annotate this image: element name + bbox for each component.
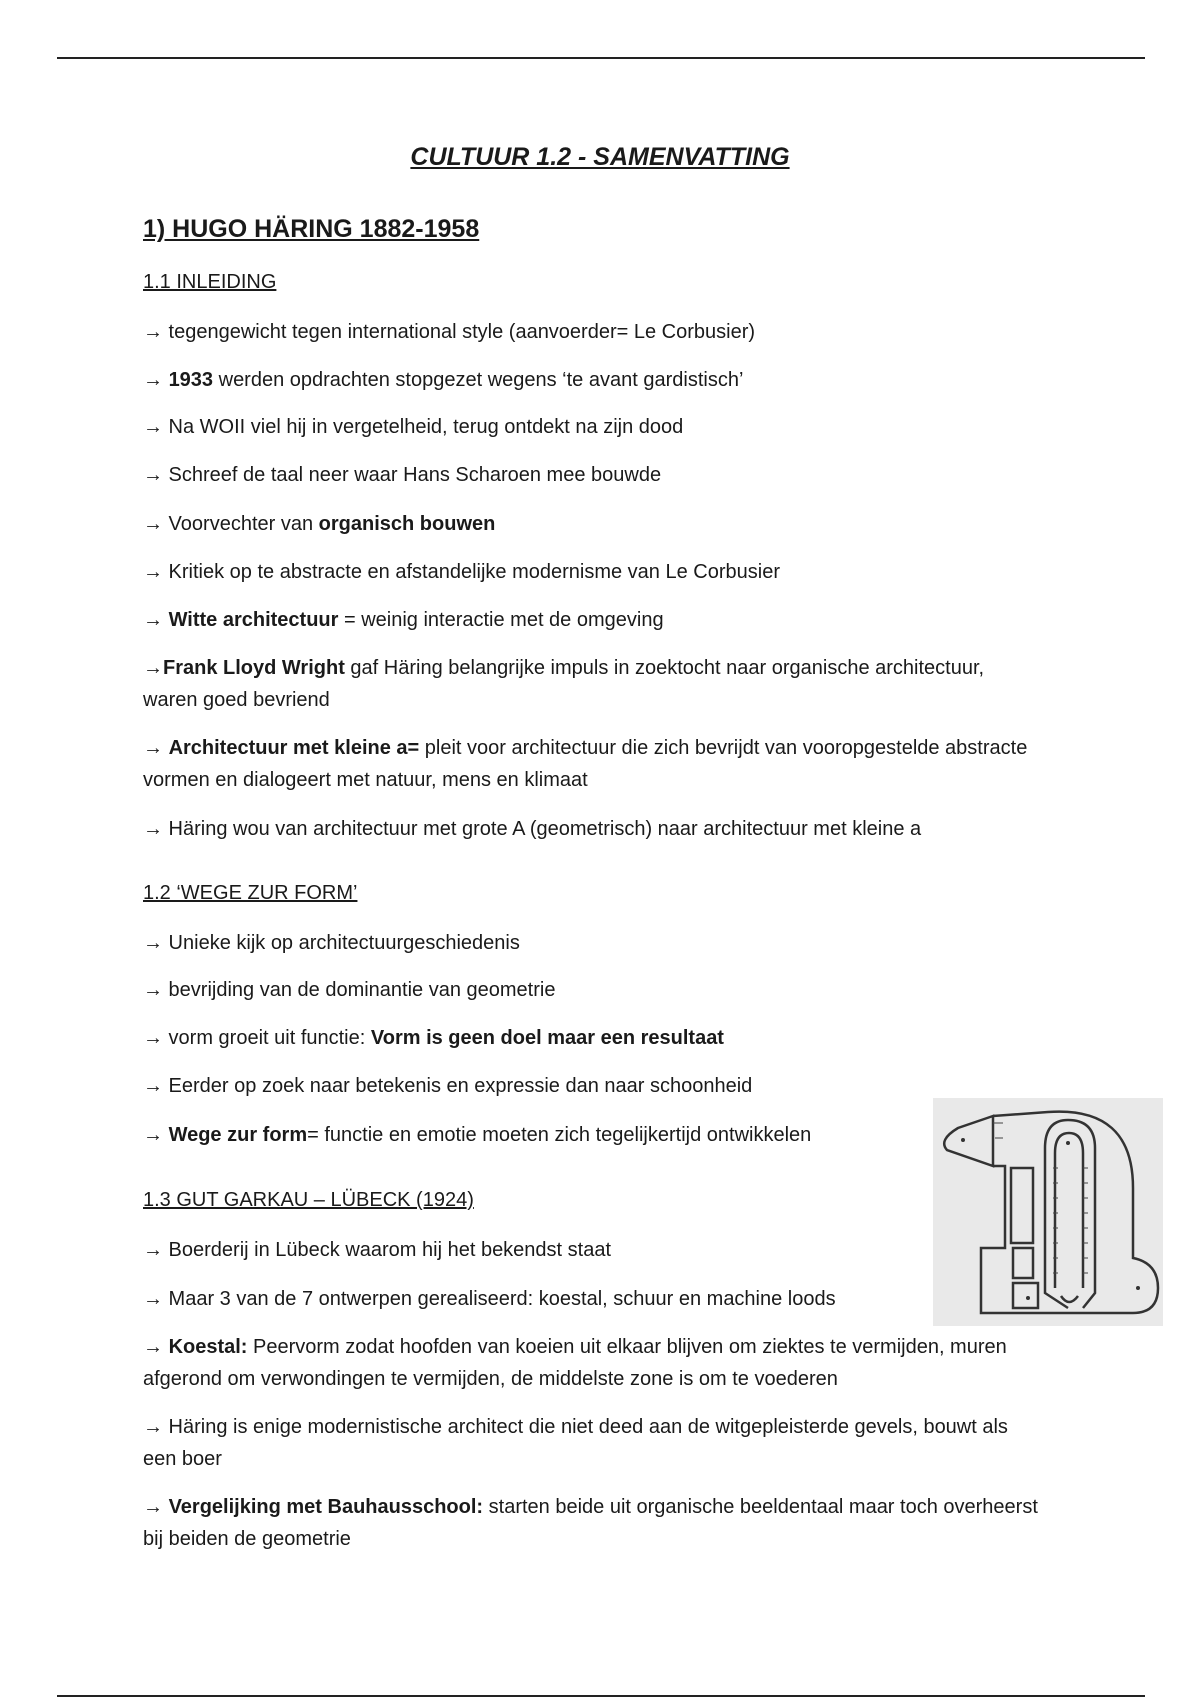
arrow-icon: → [143,416,163,438]
arrow-icon: → [143,737,163,759]
top-rule [57,57,1145,59]
list-item: → Wege zur form= functie en emotie moeten zich tegelijkertijd ontwikkelen [143,1124,812,1146]
arrow-icon: → [143,932,163,954]
list-item: → Voorvechter van organisch bouwen [143,513,496,535]
arrow-icon: → [143,1288,163,1310]
list-item: → Witte architectuur = weinig interactie met de omgeving [143,609,664,631]
list-item: → Koestal: Peervorm zodat hoofden van koeien uit elkaar blijven om ziektes te vermijden, muren afgerond om verwondingen te vermijden, de middelste zone is om te voederen [143,1336,1007,1390]
arrow-icon: → [143,1239,163,1261]
arrow-icon: → [143,818,163,840]
arrow-icon: → [143,657,163,679]
arrow-icon: → [143,561,163,583]
list-item: → Na WOII viel hij in vergetelheid, terug ontdekt na zijn dood [143,416,684,438]
arrow-icon: → [143,1496,163,1518]
subheading-inleiding: 1.1 INLEIDING [143,271,277,293]
arrow-icon: → [143,369,163,391]
arrow-icon: → [143,1416,163,1438]
subheading-gut-garkau: 1.3 GUT GARKAU – LÜBECK (1924) [143,1189,474,1211]
list-item: → 1933 werden opdrachten stopgezet wegens ‘te avant gardistisch’ [143,369,744,391]
bottom-rule [57,1695,1145,1697]
list-item: → Häring wou van architectuur met grote A (geometrisch) naar architectuur met kleine a [143,818,922,840]
arrow-icon: → [143,1027,163,1049]
list-item: → Architectuur met kleine a= pleit voor architectuur die zich bevrijdt van vooropgestelde abstracte vormen en dialogeert met natuur, mens en klimaat [143,737,1028,791]
list-item: → Maar 3 van de 7 ontwerpen gerealiseerd: koestal, schuur en machine loods [143,1288,836,1310]
arrow-icon: → [143,1124,163,1146]
list-item: → Unieke kijk op architectuurgeschiedenis [143,932,520,954]
list-item: → Eerder op zoek naar betekenis en expressie dan naar schoonheid [143,1075,753,1097]
arrow-icon: → [143,979,163,1001]
list-item: →Frank Lloyd Wright gaf Häring belangrijke impuls in zoektocht naar organische architectuur, waren goed bevriend [143,657,985,711]
arrow-icon: → [143,609,163,631]
list-item: → tegengewicht tegen international style (aanvoerder= Le Corbusier) [143,321,756,343]
list-item: → Vergelijking met Bauhausschool: starten beide uit organische beeldentaal maar toch overheerst bij beiden de geometrie [143,1496,1038,1550]
arrow-icon: → [143,321,163,343]
list-item: → Boerderij in Lübeck waarom hij het bekendst staat [143,1239,612,1261]
arrow-icon: → [143,1336,163,1358]
list-item: → Kritiek op te abstracte en afstandelijke modernisme van Le Corbusier [143,561,780,583]
arrow-icon: → [143,1075,163,1097]
section-heading-haring: 1) HUGO HÄRING 1882-1958 [143,215,480,243]
list-item: → Schreef de taal neer waar Hans Scharoen mee bouwde [143,464,662,486]
document-title: CULTUUR 1.2 - SAMENVATTING [410,143,790,171]
list-item: → bevrijding van de dominantie van geometrie [143,979,556,1001]
list-item: → vorm groeit uit functie: Vorm is geen doel maar een resultaat [143,1027,724,1049]
subheading-wege-zur-form: 1.2 ‘WEGE ZUR FORM’ [143,882,358,904]
arrow-icon: → [143,513,163,535]
gut-garkau-floor-plan-image [933,1098,1163,1326]
floor-plan-drawing [933,1098,1163,1326]
list-item: → Häring is enige modernistische architect die niet deed aan de witgepleisterde gevels, bouwt als een boer [143,1416,1008,1470]
arrow-icon: → [143,464,163,486]
